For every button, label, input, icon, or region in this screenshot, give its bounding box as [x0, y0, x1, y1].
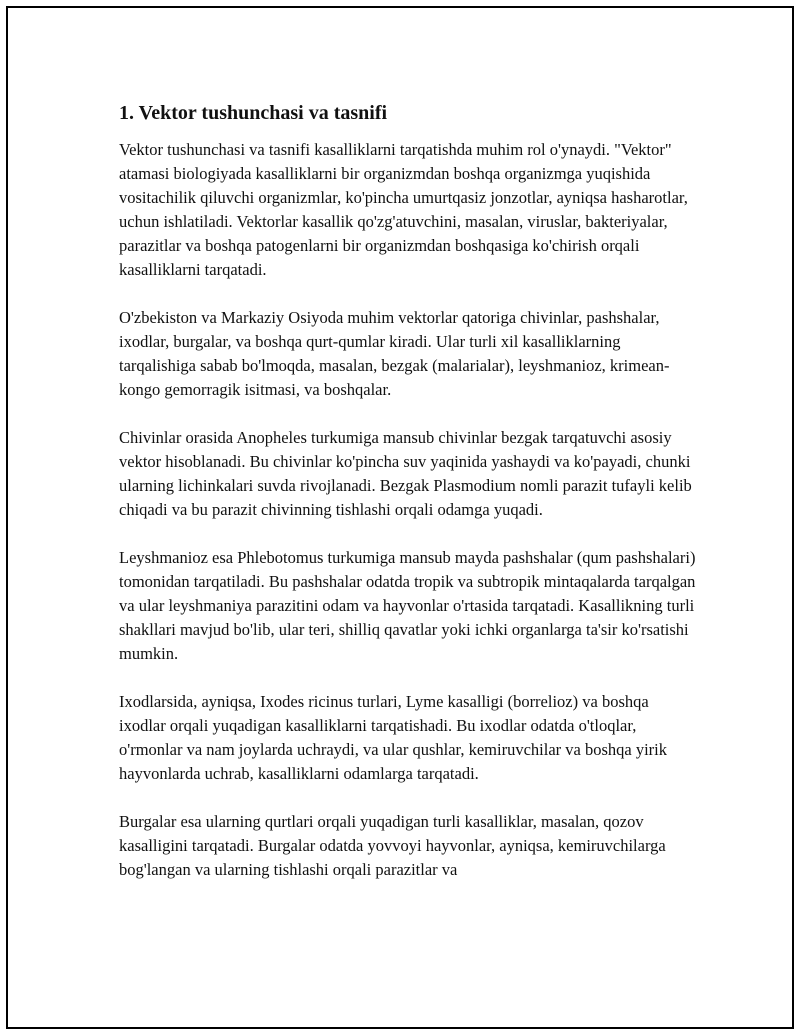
paragraph: Leyshmanioz esa Phlebotomus turkumiga mansub mayda pashshalar (qum pashshalari) tomonidan tarqatiladi. Bu pashshalar odatda tropik va subtropik mintaqalarda tarqalgan va ular leyshmaniya parazitini odam va hayvonlar o'rtasida tarqatadi. Kasallikning turli shakllari mavjud bo'lib, ular teri, shilliq qavatlar yoki ichki organlarga ta'sir ko'rsatishi mumkin.	[119, 548, 696, 663]
document-page	[6, 6, 794, 1029]
section-heading: 1. Vektor tushunchasi va tasnifi	[119, 102, 388, 124]
paragraph: Burgalar esa ularning qurtlari orqali yuqadigan turli kasalliklar, masalan, qozov kasalligini tarqatadi. Burgalar odatda yovvoyi hayvonlar, ayniqsa, kemiruvchilarga bog'langan va ularning tishlashi orqali parazitlar va	[119, 812, 666, 879]
paragraph: Vektor tushunchasi va tasnifi kasalliklarni tarqatishda muhim rol o'ynaydi. "Vektor" atamasi biologiyada kasalliklarni bir organizmdan boshqa organizmga yuqishida vositachilik qiluvchi organizmlar, ko'pincha umurtqasiz jonzotlar, ayniqsa hasharotlar, uchun ishlatiladi. Vektorlar kasallik qo'zg'atuvchini, masalan, viruslar, bakteriyalar, parazitlar va boshqa patogenlarni bir organizmdan boshqasiga ko'chirish orqali kasalliklarni tarqatadi.	[119, 140, 688, 279]
paragraph: Chivinlar orasida Anopheles turkumiga mansub chivinlar bezgak tarqatuvchi asosiy vektor hisoblanadi. Bu chivinlar ko'pincha suv yaqinida yashaydi va ko'payadi, chunki ularning lichinkalari suvda rivojlanadi. Bezgak Plasmodium nomli parazit tufayli kelib chiqadi va bu parazit chivinning tishlashi orqali odamga yuqadi.	[119, 428, 692, 519]
paragraph: O'zbekiston va Markaziy Osiyoda muhim vektorlar qatoriga chivinlar, pashshalar, ixodlar, burgalar, va boshqa qurt-qumlar kiradi. Ular turli xil kasalliklarning tarqalishiga sabab bo'lmoqda, masalan, bezgak (malarialar), leyshmanioz, krimean-kongo gemorragik isitmasi, va boshqalar.	[119, 308, 670, 399]
document-body	[119, 96, 699, 906]
paragraph: Ixodlarsida, ayniqsa, Ixodes ricinus turlari, Lyme kasalligi (borrelioz) va boshqa ixodlar orqali yuqadigan kasalliklarni tarqatishadi. Bu ixodlar odatda o'tloqlar, o'rmonlar va nam joylarda uchraydi, va ular qushlar, kemiruvchilar va boshqa yirik hayvonlarda uchrab, kasalliklarni odamlarga tarqatadi.	[119, 692, 668, 783]
